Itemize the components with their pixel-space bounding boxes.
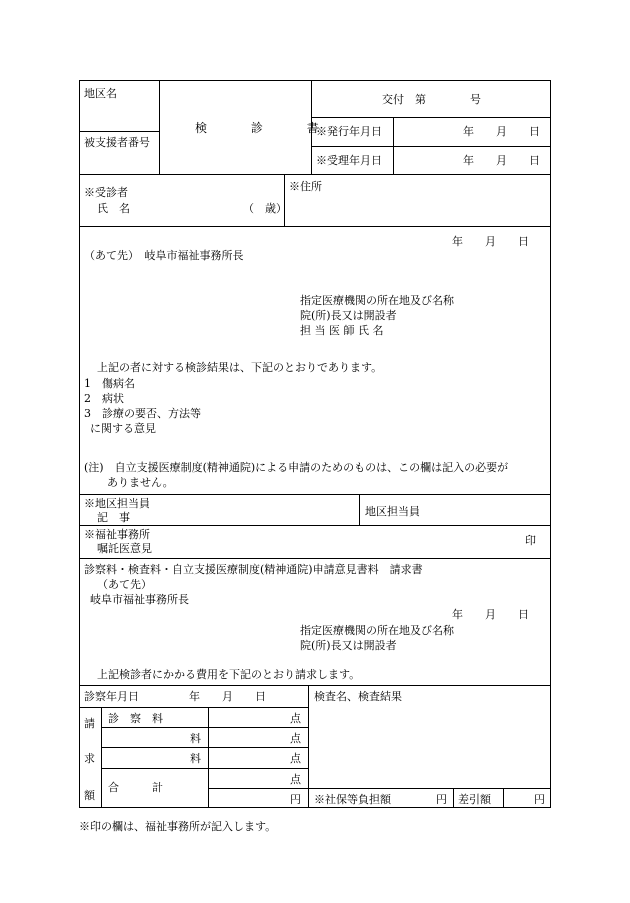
points-unit: 点 (290, 773, 301, 786)
divider (393, 117, 394, 174)
divider (79, 226, 551, 227)
divider (311, 117, 551, 118)
invoice-statement: 上記検診者にかかる費用を下記のとおり請求します。 (97, 668, 361, 681)
footer-note: ※印の欄は、福祉事務所が記入します。 (79, 820, 277, 833)
points-unit: 点 (290, 732, 301, 745)
claim-char: 求 (84, 752, 95, 765)
invoice-institution-label: 指定医療機関の所在地及び名称 (300, 624, 454, 637)
divider (79, 685, 551, 686)
page-title: 検 診 書 (195, 121, 339, 135)
yen-unit: 円 (436, 793, 447, 806)
points-unit: 点 (290, 752, 301, 765)
examinee-label: ※受診者 (84, 186, 128, 199)
divider (453, 788, 454, 808)
divider (79, 707, 308, 708)
exam-date-label: 診察年月日 (84, 690, 139, 703)
receipt-date-value: 年 月 日 (463, 154, 540, 167)
seal-label: 印 (525, 534, 536, 547)
district-officer-record-label: ※地区担当員 (84, 497, 150, 510)
commissioned-opinion-label: 嘱託医意見 (97, 542, 152, 555)
divider (79, 494, 551, 495)
recipient-number-label: 被支援者番号 (84, 136, 150, 149)
divider (208, 788, 551, 789)
claim-char: 額 (84, 789, 95, 802)
invoice-director-label: 院(所)長又は開設者 (300, 639, 397, 652)
yen-unit: 円 (534, 793, 545, 806)
addressee: （あて先） 岐阜市福祉事務所長 (84, 249, 244, 262)
points-unit: 点 (290, 712, 301, 725)
divider (159, 80, 160, 174)
doctor-label: 担 当 医 師 氏 名 (300, 324, 384, 337)
record-label: 記 事 (97, 511, 130, 524)
issue-date-value: 年 月 日 (463, 125, 540, 138)
list-item: 3 診療の要否、方法等 (84, 407, 201, 420)
total-label: 合 計 (108, 781, 163, 794)
divider (101, 727, 308, 728)
intro-text: 上記の者に対する検診結果は、下記のとおりであります。 (97, 361, 383, 374)
list-item: 1 傷病名 (84, 377, 135, 390)
fee-label: 料 (190, 732, 201, 745)
note-line-2: ありません。 (107, 476, 174, 489)
invoice-date: 年 月 日 (452, 608, 529, 621)
institution-label: 指定医療機関の所在地及び名称 (300, 294, 454, 307)
issue-number-label: 交付 第 号 (382, 93, 481, 106)
exam-date-value: 年 月 日 (189, 690, 266, 703)
district-officer-label: 地区担当員 (365, 505, 420, 518)
district-name-label: 地区名 (84, 87, 117, 100)
claim-char: 請 (84, 717, 95, 730)
opinion-label: に関する意見 (90, 422, 156, 435)
receipt-date-label: ※受理年月日 (316, 154, 382, 167)
divider (503, 788, 504, 808)
invoice-addressee-label: （あて先） (97, 578, 152, 591)
divider (359, 494, 360, 525)
divider (308, 685, 309, 808)
fee-label: 料 (190, 752, 201, 765)
consultation-fee-label: 診 察 料 (108, 712, 163, 725)
note-line-1: (注) 自立支援医療制度(精神通院)による申請のためのものは、この欄は記入の必要が (84, 461, 509, 474)
balance-label: 差引額 (458, 793, 491, 806)
list-item: 2 病状 (84, 392, 124, 405)
divider (79, 558, 551, 559)
divider (79, 525, 551, 526)
issue-date-label: ※発行年月日 (316, 125, 382, 138)
director-label: 院(所)長又は開設者 (300, 309, 397, 322)
divider (79, 131, 159, 132)
age-label: （ 歳） (243, 202, 287, 215)
divider (101, 707, 102, 808)
invoice-heading: 診察料・検査料・自立支援医療制度(精神通院)申請意見書料 請求書 (84, 563, 423, 576)
yen-unit: 円 (290, 793, 301, 806)
divider (311, 146, 551, 147)
insurance-label: ※社保等負担額 (314, 793, 391, 806)
welfare-office-label: ※福祉事務所 (84, 528, 150, 541)
divider (284, 174, 285, 226)
exam-result-label: 検査名、検査結果 (314, 690, 402, 703)
address-label: ※住所 (289, 180, 322, 193)
divider (208, 707, 209, 808)
invoice-addressee: 岐阜市福祉事務所長 (90, 593, 189, 606)
divider (101, 768, 308, 769)
divider (79, 174, 551, 175)
divider (101, 747, 308, 748)
name-label: 氏 名 (97, 202, 130, 215)
certificate-date: 年 月 日 (452, 235, 529, 248)
